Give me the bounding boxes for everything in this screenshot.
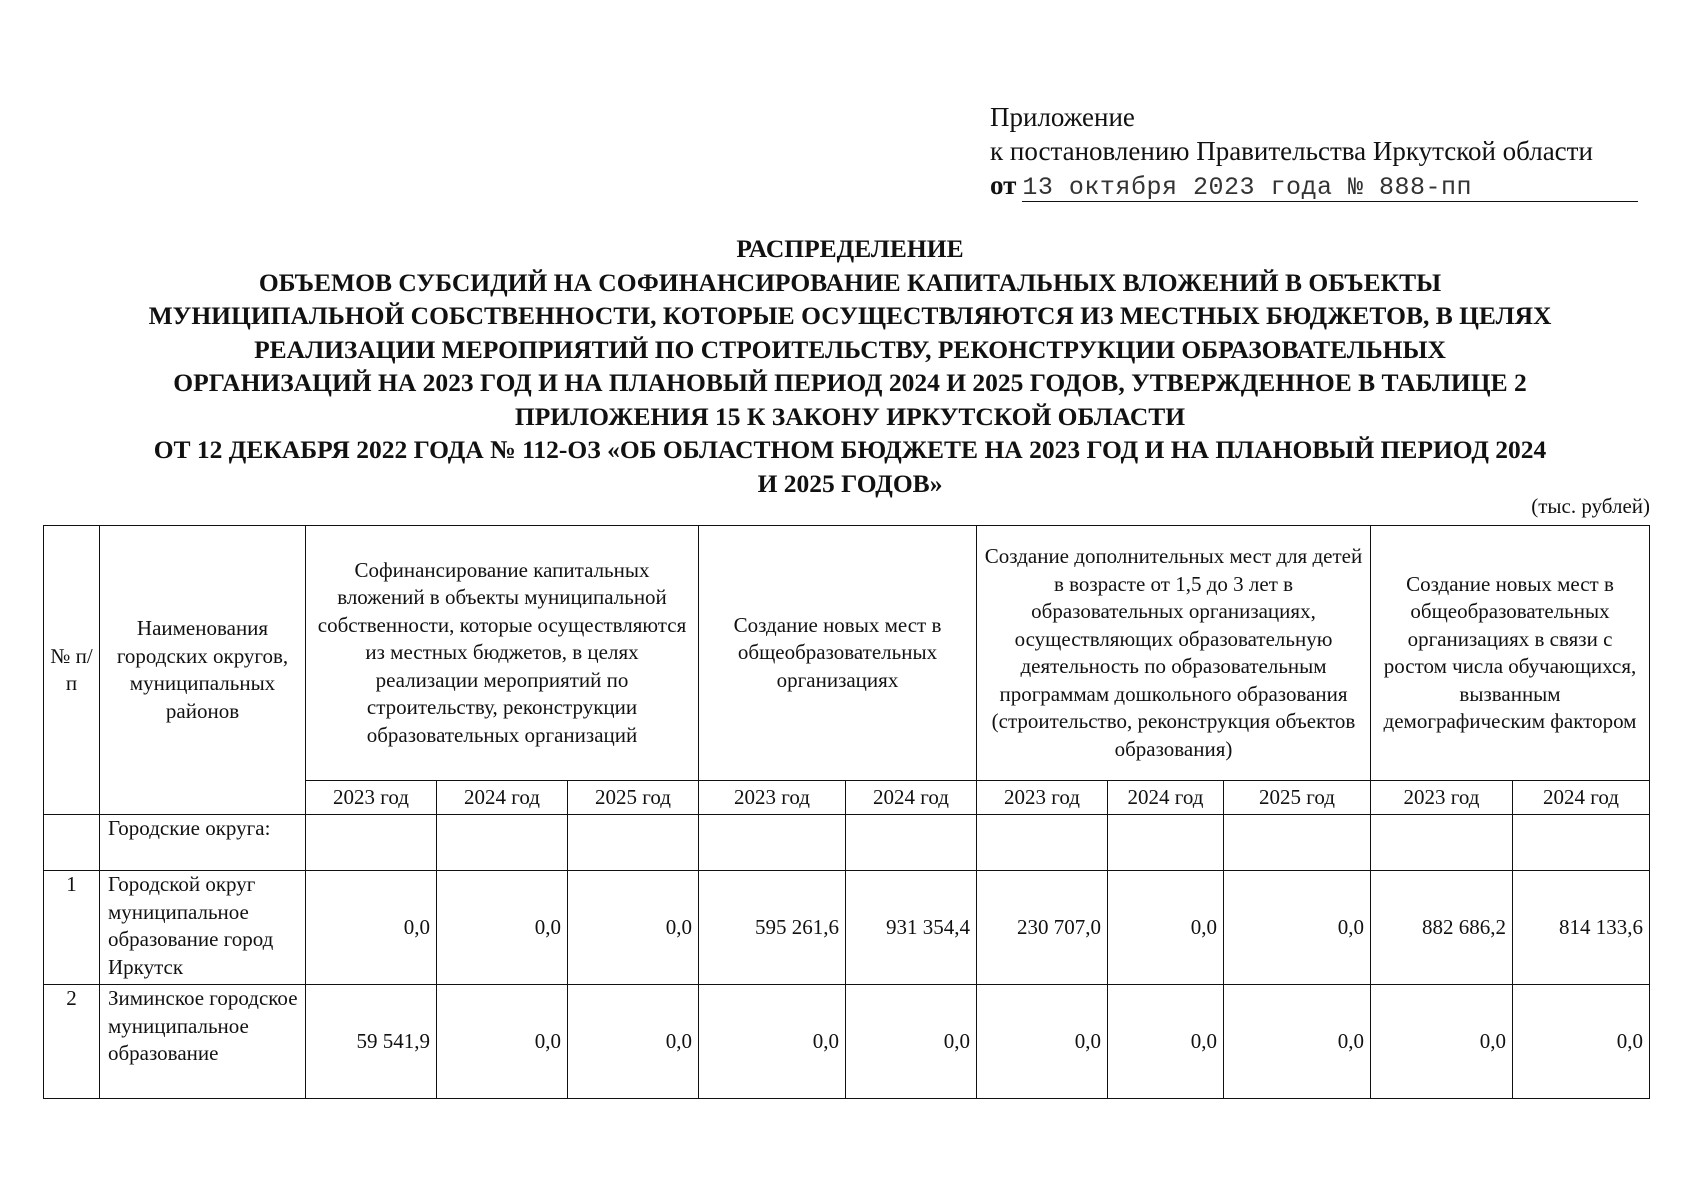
approval-resolution-ref: к постановлению Правительства Иркутской области — [990, 136, 1593, 166]
section-idx-cell — [44, 815, 100, 871]
value-cell: 0,0 — [1108, 871, 1224, 985]
header-row-groups — [44, 526, 1650, 781]
header-year: 2024 год — [1108, 781, 1224, 815]
header-name: Наименования городских округов, муниципальных районов — [100, 526, 306, 815]
value-cell: 0,0 — [568, 871, 699, 985]
value-cell: 0,0 — [1224, 871, 1371, 985]
approval-block — [990, 100, 1630, 205]
title-line: ОТ 12 ДЕКАБРЯ 2022 ГОДА № 112-ОЗ «ОБ ОБЛАСТНОМ БЮДЖЕТЕ НА 2023 ГОД И НА ПЛАНОВЫЙ ПЕРИОД 2024 — [153, 435, 1547, 464]
header-year: 2024 год — [437, 781, 568, 815]
header-group-cofinancing: Софинансирование капитальных вложений в объекты муниципальной собственности, которые осуществляются из местных бюджетов, в целях реализации мероприятий по строительству, реконструкции образовательных организаций — [306, 526, 699, 781]
approval-label: Приложение — [990, 102, 1135, 132]
section-row — [44, 815, 1650, 871]
title-line: МУНИЦИПАЛЬНОЙ СОБСТВЕННОСТИ, КОТОРЫЕ ОСУЩЕСТВЛЯЮТСЯ ИЗ МЕСТНЫХ БЮДЖЕТОВ, В ЦЕЛЯХ — [148, 301, 1552, 330]
header-group-preschool-places: Создание дополнительных мест для детей в возрасте от 1,5 до 3 лет в образовательных организациях, осуществляющих образовательную деятельность по образовательным программам дошкольного образования (строительство, реконструкция объектов образования) — [977, 526, 1371, 781]
header-year: 2023 год — [1371, 781, 1513, 815]
value-cell: 0,0 — [846, 985, 977, 1099]
value-cell: 0,0 — [306, 871, 437, 985]
header-group-new-places: Создание новых мест в общеобразовательных организациях — [699, 526, 977, 781]
title-line: ОРГАНИЗАЦИЙ НА 2023 ГОД И НА ПЛАНОВЫЙ ПЕРИОД 2024 И 2025 ГОДОВ, УТВЕРЖДЕННОЕ В ТАБЛИЦЕ 2 — [173, 368, 1527, 397]
approval-underline — [1022, 201, 1638, 202]
row-name: Зиминское городское муниципальное образование — [100, 985, 306, 1099]
header-year: 2025 год — [568, 781, 699, 815]
value-cell: 0,0 — [977, 985, 1108, 1099]
value-cell: 0,0 — [1224, 985, 1371, 1099]
row-name: Городской округ муниципальное образование город Иркутск — [100, 871, 306, 985]
approval-from-prefix: от — [990, 170, 1017, 200]
value-cell: 0,0 — [568, 985, 699, 1099]
title-line: И 2025 ГОДОВ» — [757, 468, 943, 498]
value-cell: 0,0 — [699, 985, 846, 1099]
row-index: 2 — [44, 985, 100, 1099]
table-row — [44, 871, 1650, 985]
value-cell: 230 707,0 — [977, 871, 1108, 985]
header-year: 2025 год — [1224, 781, 1371, 815]
value-cell: 0,0 — [437, 985, 568, 1099]
header-group-demographic: Создание новых мест в общеобразовательных организациях в связи с ростом числа обучающихся, вызванным демографическим фактором — [1371, 526, 1650, 781]
header-year: 2024 год — [1513, 781, 1650, 815]
title-line: РЕАЛИЗАЦИИ МЕРОПРИЯТИЙ ПО СТРОИТЕЛЬСТВУ, РЕКОНСТРУКЦИИ ОБРАЗОВАТЕЛЬНЫХ — [254, 334, 1446, 364]
value-cell: 0,0 — [437, 871, 568, 985]
value-cell: 595 261,6 — [699, 871, 846, 985]
header-year: 2023 год — [306, 781, 437, 815]
section-label: Городские округа: — [100, 815, 306, 871]
value-cell: 59 541,9 — [306, 985, 437, 1099]
value-cell: 931 354,4 — [846, 871, 977, 985]
header-num: № п/п — [44, 526, 100, 815]
units-label: (тыс. рублей) — [1531, 494, 1650, 518]
approval-date-number: 13 октября 2023 года № 888-пп — [1022, 173, 1472, 202]
value-cell: 0,0 — [1108, 985, 1224, 1099]
value-cell: 0,0 — [1371, 985, 1513, 1099]
value-cell: 814 133,6 — [1513, 871, 1650, 985]
approval-date-line — [990, 168, 1630, 205]
value-cell: 0,0 — [1513, 985, 1650, 1099]
value-cell: 882 686,2 — [1371, 871, 1513, 985]
document-title — [40, 232, 1660, 500]
row-index: 1 — [44, 871, 100, 985]
header-year: 2023 год — [699, 781, 846, 815]
title-line: РАСПРЕДЕЛЕНИЕ — [736, 234, 964, 263]
title-line: ОБЪЕМОВ СУБСИДИЙ НА СОФИНАНСИРОВАНИЕ КАПИТАЛЬНЫХ ВЛОЖЕНИЙ В ОБЪЕКТЫ — [258, 267, 1442, 297]
header-year: 2024 год — [846, 781, 977, 815]
subsidy-table — [43, 525, 1650, 1099]
header-year: 2023 год — [977, 781, 1108, 815]
title-line: ПРИЛОЖЕНИЯ 15 К ЗАКОНУ ИРКУТСКОЙ ОБЛАСТИ — [514, 401, 1186, 431]
table-row — [44, 985, 1650, 1099]
